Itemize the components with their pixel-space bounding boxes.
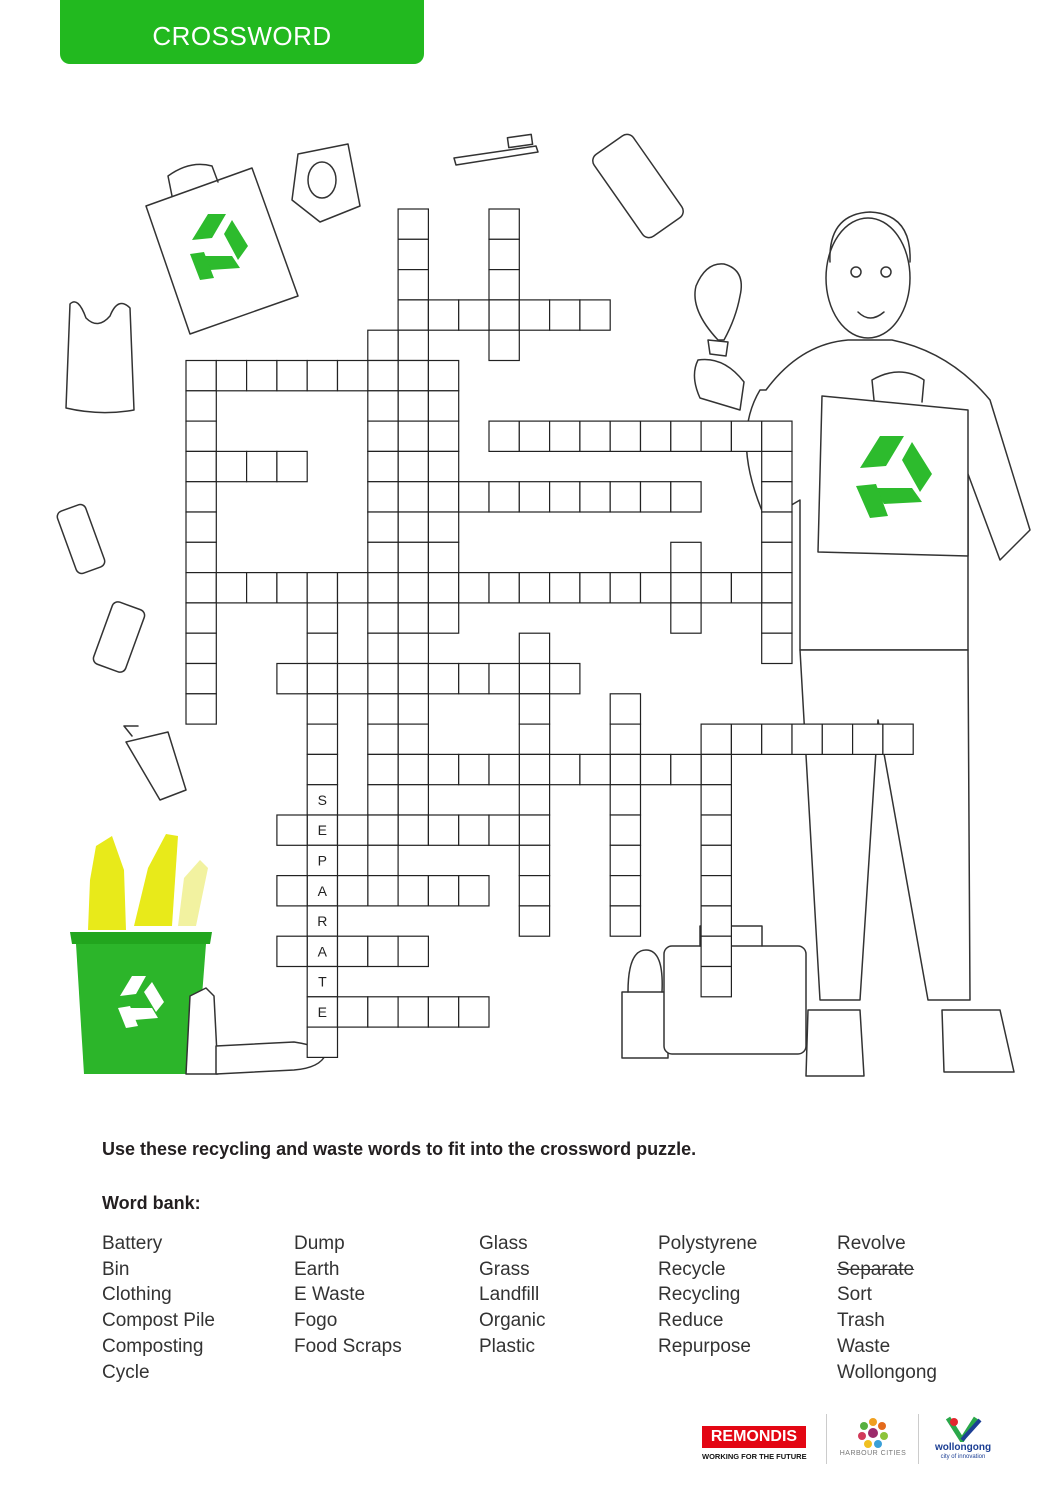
crossword-cell[interactable] — [459, 482, 489, 512]
crossword-cell[interactable] — [186, 573, 216, 603]
crossword-cell[interactable] — [762, 421, 792, 451]
word-bank-item: Food Scraps — [294, 1335, 402, 1357]
crossword-cell[interactable] — [398, 724, 428, 754]
word-bank-item: Clothing — [102, 1284, 172, 1306]
crossword-cell[interactable] — [580, 754, 610, 784]
crossword-cell[interactable] — [338, 936, 368, 966]
crossword-cell[interactable] — [519, 754, 549, 784]
crossword-cell[interactable] — [762, 542, 792, 572]
word-bank-item: Battery — [102, 1233, 163, 1254]
crossword-cell[interactable] — [368, 391, 398, 421]
remondis-logo: REMONDIS — [702, 1426, 806, 1448]
crossword-cell[interactable] — [277, 664, 307, 694]
word-bank-item: Glass — [479, 1233, 528, 1254]
crossword-cell[interactable] — [489, 270, 519, 300]
crossword-cell[interactable] — [368, 785, 398, 815]
crossword-cell[interactable] — [519, 633, 549, 663]
crossword-cell[interactable] — [762, 573, 792, 603]
crossword-cell[interactable] — [398, 391, 428, 421]
crossword-cell[interactable] — [186, 542, 216, 572]
word-bank-item: Recycling — [658, 1284, 741, 1306]
crossword-cell[interactable] — [610, 785, 640, 815]
crossword-cell[interactable] — [398, 421, 428, 451]
word-bank-item: Dump — [294, 1233, 345, 1254]
crossword-cell[interactable] — [368, 694, 398, 724]
crossword-cell[interactable] — [701, 421, 731, 451]
crossword-cell[interactable] — [489, 209, 519, 239]
crossword-cell[interactable] — [762, 512, 792, 542]
word-bank-item-struck: Separate — [837, 1258, 915, 1280]
word-bank-item: Bin — [102, 1258, 130, 1280]
crossword-cell[interactable] — [428, 512, 458, 542]
crossword-cell[interactable] — [459, 300, 489, 330]
crossword-cell[interactable] — [428, 997, 458, 1027]
crossword-cell[interactable] — [428, 573, 458, 603]
crossword-cell[interactable] — [459, 664, 489, 694]
crossword-cell[interactable] — [368, 330, 398, 360]
crossword-cell[interactable] — [368, 815, 398, 845]
crossword-cell[interactable] — [671, 754, 701, 784]
crossword-cell[interactable] — [519, 482, 549, 512]
crossword-cell[interactable] — [641, 573, 671, 603]
crossword-cell[interactable] — [398, 754, 428, 784]
crossword-cell[interactable] — [368, 936, 398, 966]
crossword-cell[interactable] — [762, 482, 792, 512]
crossword-cell[interactable] — [368, 845, 398, 875]
crossword-cell[interactable] — [731, 573, 761, 603]
word-bank-item: Compost Pile — [102, 1310, 215, 1332]
word-bank-item: Reduce — [658, 1310, 724, 1332]
crossword-cell[interactable] — [519, 876, 549, 906]
crossword-cell[interactable] — [428, 361, 458, 391]
crossword-cell[interactable] — [428, 603, 458, 633]
crossword-cell[interactable] — [519, 573, 549, 603]
word-bank-item: Organic — [479, 1310, 546, 1332]
crossword-cell[interactable] — [519, 300, 549, 330]
crossword-cell[interactable] — [338, 664, 368, 694]
crossword-letter: A — [317, 943, 328, 960]
crossword-cell[interactable] — [731, 421, 761, 451]
word-bank-item: Fogo — [294, 1310, 338, 1332]
crossword-cell[interactable] — [428, 815, 458, 845]
crossword-cell[interactable] — [216, 573, 246, 603]
crossword-cell[interactable] — [519, 785, 549, 815]
crossword-cell[interactable] — [580, 300, 610, 330]
crossword-cell[interactable] — [459, 815, 489, 845]
crossword-cell[interactable] — [398, 633, 428, 663]
crossword-cell[interactable] — [368, 482, 398, 512]
crossword-cell[interactable] — [519, 845, 549, 875]
crossword-cell[interactable] — [398, 997, 428, 1027]
crossword-cell[interactable] — [186, 482, 216, 512]
instructions-text: Use these recycling and waste words to fit into the crossword puzzle. — [102, 1139, 697, 1159]
crossword-cell[interactable] — [307, 603, 337, 633]
crossword-cell[interactable] — [489, 239, 519, 269]
crossword-cell[interactable] — [519, 421, 549, 451]
crossword-cell[interactable] — [489, 664, 519, 694]
crossword-cell[interactable] — [701, 573, 731, 603]
crossword-cell[interactable] — [610, 845, 640, 875]
crossword-cell[interactable] — [368, 542, 398, 572]
crossword-cell[interactable] — [186, 512, 216, 542]
crossword-cell[interactable] — [550, 300, 580, 330]
crossword-cell[interactable] — [519, 694, 549, 724]
crossword-cell[interactable] — [398, 451, 428, 481]
crossword-cell[interactable] — [368, 512, 398, 542]
crossword-cell[interactable] — [519, 906, 549, 936]
logo-divider — [826, 1414, 827, 1464]
crossword-cell[interactable] — [368, 754, 398, 784]
crossword-cell[interactable] — [186, 421, 216, 451]
crossword-cell[interactable] — [519, 664, 549, 694]
crossword-cell[interactable] — [428, 754, 458, 784]
crossword-cell[interactable] — [550, 421, 580, 451]
crossword-cell[interactable] — [398, 209, 428, 239]
crossword-cell[interactable] — [307, 573, 337, 603]
crossword-cell[interactable] — [307, 724, 337, 754]
crossword-cell[interactable] — [550, 482, 580, 512]
crossword-cell[interactable] — [489, 330, 519, 360]
crossword-cell[interactable] — [186, 694, 216, 724]
crossword-cell[interactable] — [368, 664, 398, 694]
crossword-cell[interactable] — [489, 300, 519, 330]
crossword-cell[interactable] — [398, 361, 428, 391]
crossword-cell[interactable] — [398, 330, 428, 360]
crossword-letter: E — [317, 1003, 328, 1020]
crossword-cell[interactable] — [671, 482, 701, 512]
crossword-cell[interactable] — [822, 724, 852, 754]
crossword-cell[interactable] — [186, 633, 216, 663]
word-bank-column-1 — [102, 1231, 215, 1385]
crossword-cell[interactable] — [519, 724, 549, 754]
crossword-cell[interactable] — [216, 361, 246, 391]
crossword-cell[interactable] — [459, 997, 489, 1027]
word-bank-item: Wollongong — [837, 1361, 938, 1383]
crossword-cell[interactable] — [338, 997, 368, 1027]
crossword-cell[interactable] — [610, 876, 640, 906]
crossword-letter: S — [317, 791, 328, 808]
crossword-cell[interactable] — [186, 361, 216, 391]
crossword-cell[interactable] — [459, 573, 489, 603]
crossword-cell[interactable] — [610, 724, 640, 754]
word-bank-item: Cycle — [102, 1361, 150, 1383]
crossword-cell[interactable] — [277, 361, 307, 391]
crossword-cell[interactable] — [762, 451, 792, 481]
crossword-cell[interactable] — [186, 603, 216, 633]
crossword-cell[interactable] — [610, 421, 640, 451]
word-bank-column-3 — [479, 1231, 546, 1360]
crossword-cell[interactable] — [550, 573, 580, 603]
word-bank-item: Composting — [102, 1335, 204, 1357]
crossword-cell[interactable] — [307, 361, 337, 391]
crossword-cell[interactable] — [701, 754, 731, 784]
word-bank-item: Waste — [837, 1335, 891, 1357]
word-bank-column-4 — [658, 1231, 757, 1360]
crossword-cell[interactable] — [398, 936, 428, 966]
crossword-cell[interactable] — [398, 300, 428, 330]
crossword-cell[interactable] — [489, 573, 519, 603]
wollongong-logo — [926, 1414, 1000, 1470]
page-title: CROSSWORD — [60, 0, 424, 64]
word-bank-item: Revolve — [837, 1233, 906, 1254]
crossword-cell[interactable] — [277, 936, 307, 966]
crossword-cell[interactable] — [580, 421, 610, 451]
word-bank-item: Repurpose — [658, 1335, 751, 1357]
crossword-cell[interactable] — [671, 573, 701, 603]
crossword-letter: P — [317, 852, 328, 869]
crossword-cell[interactable] — [489, 754, 519, 784]
crossword-cell[interactable] — [731, 724, 761, 754]
crossword-cell[interactable] — [580, 573, 610, 603]
crossword-cell[interactable] — [792, 724, 822, 754]
crossword-cell[interactable] — [550, 754, 580, 784]
crossword-cell[interactable] — [610, 573, 640, 603]
word-bank-item: Landfill — [479, 1284, 540, 1306]
crossword-cell[interactable] — [853, 724, 883, 754]
crossword-cell[interactable] — [247, 573, 277, 603]
crossword-cell[interactable] — [338, 815, 368, 845]
crossword-cell[interactable] — [307, 633, 337, 663]
crossword-cell[interactable] — [762, 633, 792, 663]
crossword-cell[interactable] — [368, 573, 398, 603]
word-bank-item: Recycle — [658, 1258, 726, 1280]
crossword-cell[interactable] — [338, 876, 368, 906]
crossword-letter: R — [317, 913, 328, 930]
crossword-cell[interactable] — [368, 451, 398, 481]
crossword-cell[interactable] — [398, 785, 428, 815]
crossword-cell[interactable] — [610, 754, 640, 784]
crossword-cell[interactable] — [247, 361, 277, 391]
crossword-cell[interactable] — [459, 754, 489, 784]
word-bank-column-5 — [837, 1231, 937, 1385]
word-bank-item: Plastic — [479, 1335, 535, 1357]
crossword-cell[interactable] — [338, 361, 368, 391]
word-bank-item: Sort — [837, 1284, 872, 1306]
crossword-cell[interactable] — [671, 421, 701, 451]
crossword-cell[interactable] — [368, 997, 398, 1027]
crossword-cell[interactable] — [428, 300, 458, 330]
crossword-cell[interactable] — [550, 664, 580, 694]
word-bank-label: Word bank: — [102, 1193, 201, 1213]
crossword-cell[interactable] — [186, 391, 216, 421]
crossword-cell[interactable] — [428, 876, 458, 906]
crossword-cell[interactable] — [641, 421, 671, 451]
crossword-cell[interactable] — [277, 815, 307, 845]
crossword-cell[interactable] — [338, 573, 368, 603]
crossword-cell[interactable] — [762, 724, 792, 754]
crossword-cell[interactable] — [489, 815, 519, 845]
word-bank-item: Earth — [294, 1258, 340, 1280]
crossword-cell[interactable] — [398, 482, 428, 512]
crossword-cell[interactable] — [428, 542, 458, 572]
crossword-cell[interactable] — [277, 451, 307, 481]
crossword-letter: A — [317, 882, 328, 899]
crossword-cell[interactable] — [641, 482, 671, 512]
crossword-cell[interactable] — [610, 815, 640, 845]
harbour-cities-logo — [830, 1416, 916, 1466]
crossword-cell[interactable] — [277, 573, 307, 603]
crossword-cell[interactable] — [216, 451, 246, 481]
crossword-cell[interactable] — [368, 361, 398, 391]
crossword-cell[interactable] — [368, 724, 398, 754]
crossword-cell[interactable] — [701, 906, 731, 936]
crossword-cell[interactable] — [428, 664, 458, 694]
wollongong-tagline: city of innovation — [940, 1454, 986, 1460]
crossword-cell[interactable] — [368, 876, 398, 906]
crossword-cell[interactable] — [398, 664, 428, 694]
crossword-cell[interactable] — [610, 906, 640, 936]
crossword-cell[interactable] — [398, 270, 428, 300]
crossword-cell[interactable] — [489, 421, 519, 451]
crossword-cell[interactable] — [701, 724, 731, 754]
crossword-cell[interactable] — [428, 451, 458, 481]
word-bank-column-2 — [294, 1231, 402, 1360]
crossword-cell[interactable] — [398, 876, 428, 906]
crossword-letter: E — [317, 822, 328, 839]
word-bank-item: Trash — [837, 1310, 885, 1332]
crossword-cell[interactable] — [307, 664, 337, 694]
crossword-cell[interactable] — [701, 936, 731, 966]
crossword-cell[interactable] — [398, 512, 428, 542]
crossword-cell[interactable] — [186, 664, 216, 694]
crossword-cell[interactable] — [641, 754, 671, 784]
crossword-cell[interactable] — [428, 421, 458, 451]
crossword-cell[interactable] — [307, 754, 337, 784]
crossword-cell[interactable] — [762, 603, 792, 633]
crossword-cell[interactable] — [428, 482, 458, 512]
crossword-cell[interactable] — [519, 815, 549, 845]
crossword-cell[interactable] — [307, 1027, 337, 1057]
crossword-cell[interactable] — [489, 482, 519, 512]
crossword-cell[interactable] — [701, 876, 731, 906]
crossword-cell[interactable] — [671, 542, 701, 572]
crossword-cell[interactable] — [671, 603, 701, 633]
crossword-cell[interactable] — [247, 451, 277, 481]
crossword-cell[interactable] — [368, 633, 398, 663]
crossword-letter: T — [318, 973, 327, 990]
crossword-cell[interactable] — [277, 876, 307, 906]
word-bank-item: E Waste — [294, 1284, 366, 1306]
crossword-cell[interactable] — [701, 785, 731, 815]
remondis-tagline: WORKING FOR THE FUTURE — [702, 1452, 807, 1461]
crossword-cell[interactable] — [610, 482, 640, 512]
crossword-cell[interactable] — [398, 815, 428, 845]
crossword-cell[interactable] — [398, 239, 428, 269]
crossword-cell[interactable] — [398, 694, 428, 724]
crossword-cell[interactable] — [186, 451, 216, 481]
crossword-cell[interactable] — [368, 603, 398, 633]
word-bank-item: Polystyrene — [658, 1233, 758, 1254]
crossword-cell[interactable] — [580, 482, 610, 512]
crossword-cell[interactable] — [428, 391, 458, 421]
crossword-cell[interactable] — [368, 421, 398, 451]
crossword-cell[interactable] — [701, 967, 731, 997]
sunflower-icon — [830, 1416, 916, 1450]
crossword-cell[interactable] — [701, 815, 731, 845]
sponsor-logos — [700, 1412, 1000, 1472]
logo-divider — [918, 1414, 919, 1464]
crossword-cell[interactable] — [398, 573, 428, 603]
crossword-cell[interactable] — [398, 603, 428, 633]
word-bank-item: Grass — [479, 1258, 530, 1280]
crossword-cell[interactable] — [883, 724, 913, 754]
crossword-cell[interactable] — [307, 694, 337, 724]
crossword-cell[interactable] — [701, 845, 731, 875]
crossword-cell[interactable] — [610, 694, 640, 724]
harbour-cities-name: HARBOUR CITIES — [839, 1450, 907, 1457]
wollongong-mark-icon — [926, 1414, 1000, 1442]
crossword-cell[interactable] — [459, 876, 489, 906]
wollongong-name: wollongong — [934, 1442, 992, 1453]
crossword-cell[interactable] — [398, 542, 428, 572]
